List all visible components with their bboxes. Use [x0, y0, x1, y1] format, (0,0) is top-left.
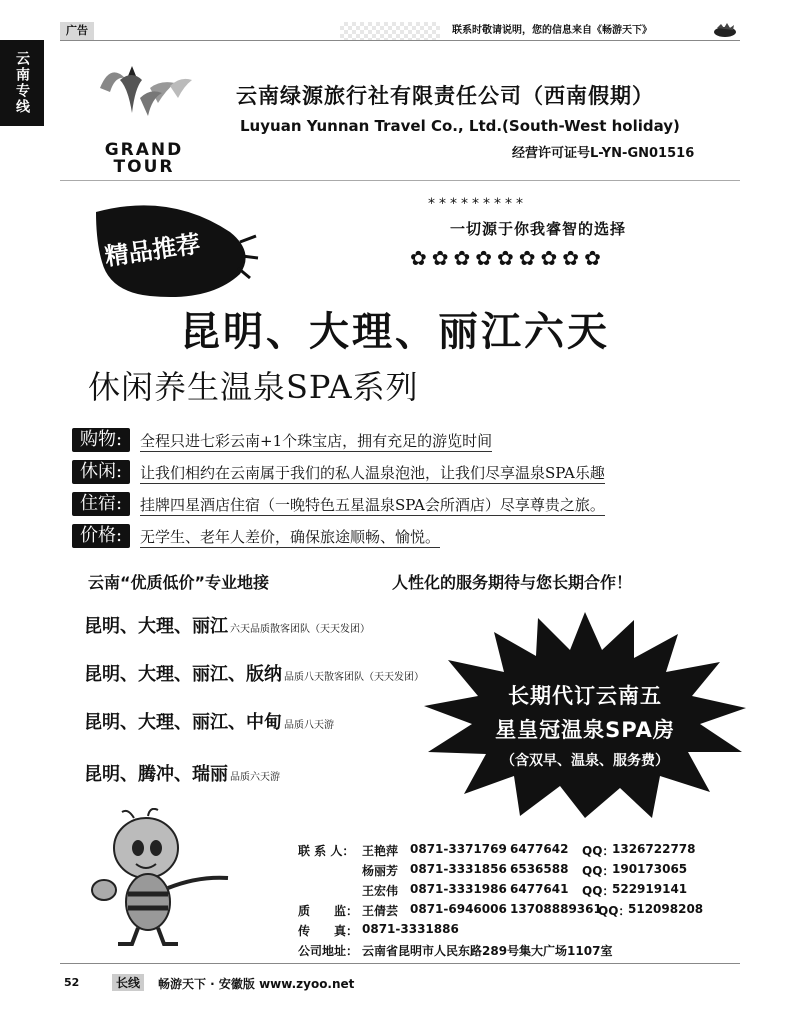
route-item [84, 612, 370, 638]
service-slogan-left: 云南“优质低价”专业地接 [88, 573, 270, 592]
supervisor-phone: 0871-6946006 [410, 902, 507, 916]
contact-phone: 6477641 [510, 882, 569, 896]
stars-row-top: ********* [428, 196, 527, 212]
qq-label: QQ： [582, 844, 615, 858]
footer-text: 畅游天下 · 安徽版 www.zyoo.net [158, 977, 355, 991]
qq-label: QQ： [582, 864, 615, 878]
checker-pattern [340, 22, 440, 40]
feature-text: 全程只进七彩云南+1个珠宝店，拥有充足的游览时间 [140, 432, 493, 450]
feature-label: 价格: [72, 524, 130, 548]
logo-text [88, 142, 200, 176]
feature-label: 购物: [72, 428, 130, 452]
route-note: 六天品质散客团队（天天发团） [230, 624, 370, 635]
contact-name: 王宏伟 [362, 884, 399, 898]
contact-phone: 0871-3331986 [410, 882, 507, 896]
qq-label: QQ： [598, 904, 631, 918]
bee-mascot-icon [88, 808, 248, 948]
supervisor-mobile: 13708889361 [510, 902, 602, 916]
page-number: 52 [64, 976, 80, 989]
supervisor-qq: 512098208 [628, 902, 704, 916]
feature-label: 休闲: [72, 460, 130, 484]
ad-tag: 广告 [60, 22, 94, 40]
supervisor-label: 质 监： [298, 904, 359, 918]
feature-label: 住宿: [72, 492, 130, 516]
logo-text-tour: TOUR [113, 157, 175, 177]
logo-text-grand: GRAND [104, 140, 184, 160]
supervisor-name: 王倩芸 [362, 904, 399, 918]
subtitle: 休闲养生温泉SPA系列 [88, 368, 419, 406]
contact-phone: 0871-3331856 [410, 862, 507, 876]
route-item [84, 760, 280, 786]
route-name: 昆明、大理、丽江、中甸 [84, 712, 282, 733]
flower-row: ✿✿✿✿✿✿✿✿✿ [410, 246, 606, 270]
service-slogan-right: 人性化的服务期待与您长期合作！ [392, 573, 633, 592]
promo-badge: 精品推荐 [102, 228, 202, 271]
route-note: 品质八天散客团队（天天发团） [284, 672, 424, 683]
grand-tour-logo-icon [80, 58, 200, 140]
address-label: 公司地址： [298, 944, 359, 958]
burst-line-2: 星皇冠温泉SPA房 [495, 718, 675, 742]
contact-qq: 522919141 [612, 882, 688, 896]
route-item [84, 708, 334, 734]
header-divider [60, 180, 740, 181]
address: 云南省昆明市人民东路289号集大广场1107室 [362, 944, 613, 958]
burst-line-1: 长期代订云南五 [508, 684, 662, 708]
feature-text: 无学生、老年人差价，确保旅途顺畅、愉悦。 [140, 528, 441, 546]
fax-number: 0871-3331886 [362, 922, 459, 936]
qq-label: QQ： [582, 884, 615, 898]
license-number: 经营许可证号L-YN-GN01516 [512, 146, 695, 161]
route-item [84, 660, 424, 686]
route-note: 品质六天游 [230, 772, 280, 783]
side-tab: 云南专线 [0, 40, 44, 126]
contact-phone: 6477642 [510, 842, 569, 856]
contact-qq: 190173065 [612, 862, 688, 876]
feature-text: 让我们相约在云南属于我们的私人温泉泡池，让我们尽享温泉SPA乐趣 [140, 464, 605, 482]
fax-label: 传 真： [298, 924, 359, 938]
contact-name: 王艳萍 [362, 844, 399, 858]
magazine-logo-icon [712, 22, 738, 38]
burst-line-3: （含双早、温泉、服务费） [501, 753, 669, 769]
slogan: 一切源于你我睿智的选择 [450, 220, 627, 238]
contact-name: 杨丽芳 [362, 864, 399, 878]
route-note: 品质八天游 [284, 720, 334, 731]
footer-divider [60, 963, 740, 964]
contact-qq: 1326722778 [612, 842, 696, 856]
main-title: 昆明、大理、丽江六天 [180, 308, 610, 355]
contact-label: 联 系 人： [298, 844, 355, 858]
route-name: 昆明、腾冲、瑞丽 [84, 764, 228, 785]
footer-tag: 长线 [112, 974, 144, 991]
route-name: 昆明、大理、丽江、版纳 [84, 664, 282, 685]
route-name: 昆明、大理、丽江 [84, 616, 228, 637]
company-name-en: Luyuan Yunnan Travel Co., Ltd.(South-West holiday) [240, 117, 680, 135]
top-note: 联系时敬请说明，您的信息来自《畅游天下》 [452, 25, 652, 36]
contact-phone: 6536588 [510, 862, 569, 876]
feature-text: 挂牌四星酒店住宿（一晚特色五星温泉SPA会所酒店）尽享尊贵之旅。 [140, 496, 605, 514]
contact-phone: 0871-3371769 [410, 842, 507, 856]
company-name-cn: 云南绿源旅行社有限责任公司（西南假期） [236, 84, 654, 108]
